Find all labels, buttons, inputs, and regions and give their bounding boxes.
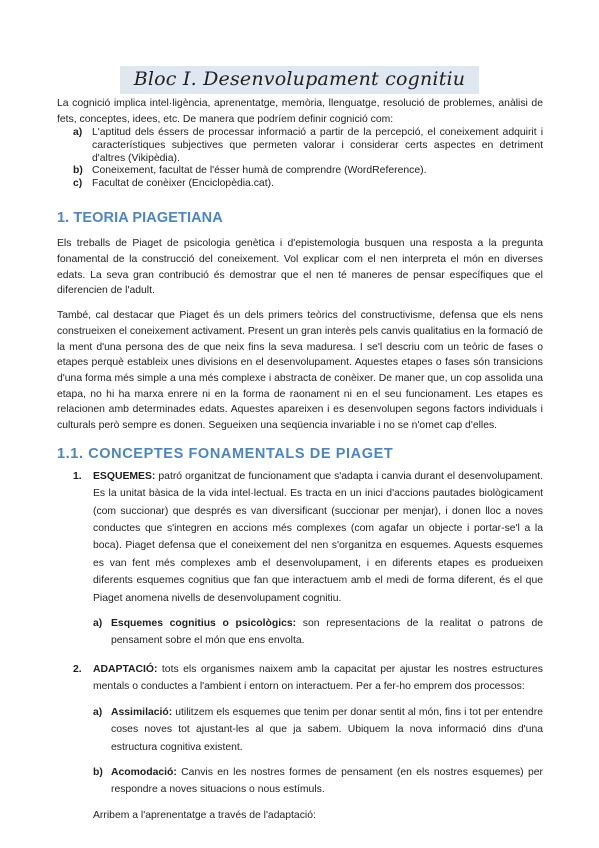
term: Assimilació:: [111, 706, 173, 718]
list-label: a): [93, 706, 103, 718]
list-label: b): [93, 766, 103, 778]
term: Acomodació:: [111, 766, 177, 778]
subsection-heading: 1.1. CONCEPTES FONAMENTALS DE PIAGET: [57, 445, 394, 462]
definition-item: [57, 165, 543, 178]
item-paragraph: [93, 468, 543, 607]
item-number: 2.: [73, 663, 82, 675]
sub-item: [93, 704, 543, 756]
definition-text: Coneixement, facultat de l'ésser humà de comprendre (WordReference).: [92, 165, 427, 177]
list-label: a): [93, 618, 103, 630]
sub-paragraph: [111, 764, 543, 799]
title-container: [0, 66, 599, 94]
definition-text: L'aptitud dels éssers de processar informació a partir de la percepció, el coneixement adquirit i característiques subjectives que permeten valorar i considerar certs aspectes en detriment d'altres (Vikipèdia).: [92, 127, 543, 164]
sub-text: utilitzem els esquemes que tenim per donar sentit al món, fins i tot per entendre coses noves tot ajustant-les al que ja sabem. Ubiquem la nova informació dins d'una estructura cognitiva existent.: [111, 706, 543, 753]
term: ESQUEMES:: [93, 470, 156, 482]
item-paragraph: [93, 661, 543, 696]
term: Esquemes cognitius o psicològics:: [111, 618, 297, 630]
sub-paragraph: [111, 615, 543, 650]
item-text: tots els organismes naixem amb la capacitat per ajustar les nostres estructures mentals o conductes a l'ambient i entorn on interactuem. Per a fer-ho emprem dos processos:: [93, 663, 543, 693]
sub-text: son representacions de la realitat o patrons de pensament sobre el món que ens envolta.: [111, 618, 543, 647]
definition-text: Facultat de conèixer (Enciclopèdia.cat).: [92, 177, 274, 189]
numbered-item: [57, 468, 543, 650]
paragraph: També, cal destacar que Piaget és un dels primers teòrics del constructivisme, defensa que els nens construeixen el coneixement activament. Present un gran interès pels canvis qualitatius en la formació de la ment d'una persona des de que neix fins la seva maduresa. I se'l descriu com un teòric de fases o etapes perquè estableix unes divisions en el desenvolupament. Aquestes etapes o fases són transicions d'una forma més simple a una més complexe i abstracta de conèixer. De maner que, un cop assolida una etapa, no hi ha marxa enrere ni en la forma de raonament ni en el seu funcionament. Les etapes es relacionen amb determinades edats. Aquestes apareixen i es desenvolupen segons factors individuals i culturals però sempre es donen. Segueixen una seqüencia invariable i no se n'omet cap d'elles.: [57, 310, 543, 432]
sub-paragraph: [111, 704, 543, 756]
item-text: patró organitzat de funcionament que s'adapta i canvia durant el desenvolupament. Es la unitat bàsica de la vida intel·lectual. Es tracta en un inici d'accions pautades biològicament (com succionar) que després es van diversificant (succionar per menjar), i donen lloc a noves conductes que s'integren en accions més complexes (com agafar un objecte i portar-se'l a la boca). Piaget defensa que el coneixement del nen s'organitza en esquemes. Aquests esquemes es van fent més complexes amb el desenvolupament, i en diferents etapes es produeixen diferents esquemes cognitius que fan que interactuem amb el medi de forma diferent, és el que Piaget anomena nivells de desenvolupament cognitiu.: [93, 470, 543, 604]
page-title: Bloc I. Desenvolupament cognitiu: [120, 66, 480, 94]
item-number: 1.: [73, 470, 82, 482]
list-label: b): [73, 165, 83, 177]
closing-paragraph: Arribem a l'aprenentatge a través de l'adaptació:: [93, 809, 316, 821]
definition-item: [57, 178, 543, 191]
list-label: c): [73, 177, 83, 189]
numbered-item: [57, 661, 543, 824]
term: ADAPTACIÓ:: [93, 663, 158, 675]
document-body: [57, 96, 543, 824]
intro-paragraph: La cognició implica intel·ligència, aprenentatge, memòria, llenguatge, resolució de problemes, anàlisi de fets, conceptes, idees, etc. De manera que podríem definir cognició com:: [57, 98, 543, 125]
sub-text: Canvis en les nostres formes de pensament (en els nostres esquemes) per respondre a noves situacions o nous estímuls.: [111, 766, 543, 796]
sub-item: [93, 764, 543, 799]
paragraph: Els treballs de Piaget de psicologia genètica i d'epistemologia busquen una resposta a la pregunta fonamental de la construcció del coneixement. Vol explicar com el nen interpreta el món en diverses edats. La seva gran contribució és demostrar que el nen té maneres de pensar específiques que el diferencien de l'adult.: [57, 238, 543, 297]
sub-item: [93, 615, 543, 650]
list-label: a): [73, 127, 83, 139]
definition-item: [57, 127, 543, 165]
section-heading: 1. TEORIA PIAGETIANA: [57, 210, 223, 227]
definitions-list: [57, 127, 543, 190]
